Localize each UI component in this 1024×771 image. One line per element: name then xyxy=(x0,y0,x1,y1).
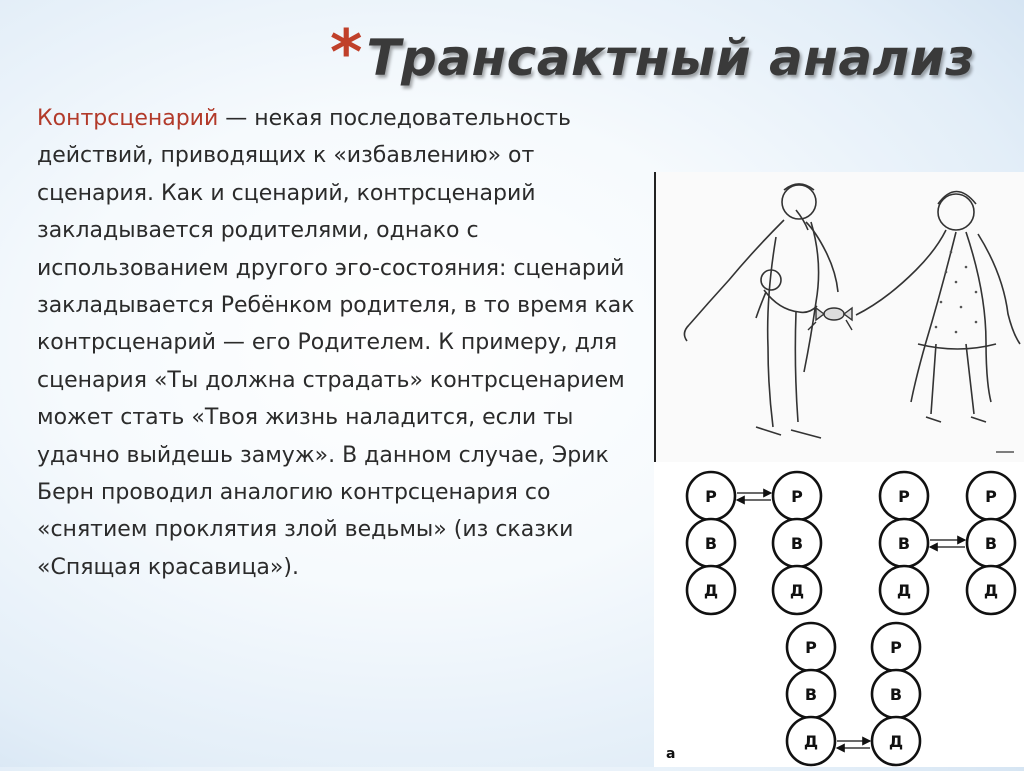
ego-state-label: Р xyxy=(705,487,717,506)
ego-state-label: Р xyxy=(890,638,902,657)
body-text: — некая последовательность действий, приводящих к «избавлению» от сценария. Как и сценарий, контрсценарий закладывается родителями, однако с использованием другого эго-состояния: сценарий закладывается Ребёнком родителя, в то время как контрсценарий — его Родителем. К примеру, для сценария «Ты должна страдать» контрсценарием может стать «Твоя жизнь наладится, если ты удачно выйдешь замуж». В данном случае, Эрик Берн проводил аналогию контрсценария со «снятием проклятия злой ведьмы» (из сказки «Спящая красавица»). xyxy=(37,106,635,580)
ego-state-label: Д xyxy=(803,732,819,751)
diagram-caption: а xyxy=(666,746,676,762)
ego-state-label: В xyxy=(984,534,998,553)
body-paragraph xyxy=(37,100,652,586)
ego-state-label: В xyxy=(897,534,911,553)
family-illustration xyxy=(654,172,1024,462)
ego-state-label: Д xyxy=(888,732,904,751)
ego-state-label: Р xyxy=(985,487,997,506)
ego-state-label: Р xyxy=(805,638,817,657)
ego-state-label: Д xyxy=(703,581,719,600)
ego-state-label: В xyxy=(804,685,818,704)
ego-state-label: В xyxy=(790,534,804,553)
ego-state-label: Д xyxy=(983,581,999,600)
highlighted-term: Контрсценарий xyxy=(37,106,219,131)
ego-state-label: В xyxy=(704,534,718,553)
ego-state-label: Д xyxy=(789,581,805,600)
asterisk-icon: * xyxy=(330,16,363,89)
ego-state-label: Р xyxy=(898,487,910,506)
ego-state-label: Р xyxy=(791,487,803,506)
family-drawing xyxy=(656,172,1024,462)
slide-title xyxy=(330,18,975,98)
ego-state-diagram-svg xyxy=(654,462,1024,767)
ego-state-label: В xyxy=(889,685,903,704)
ego-state-diagram xyxy=(654,462,1024,767)
ego-state-label: Д xyxy=(896,581,912,600)
page-title: Трансактный анализ xyxy=(366,29,975,87)
